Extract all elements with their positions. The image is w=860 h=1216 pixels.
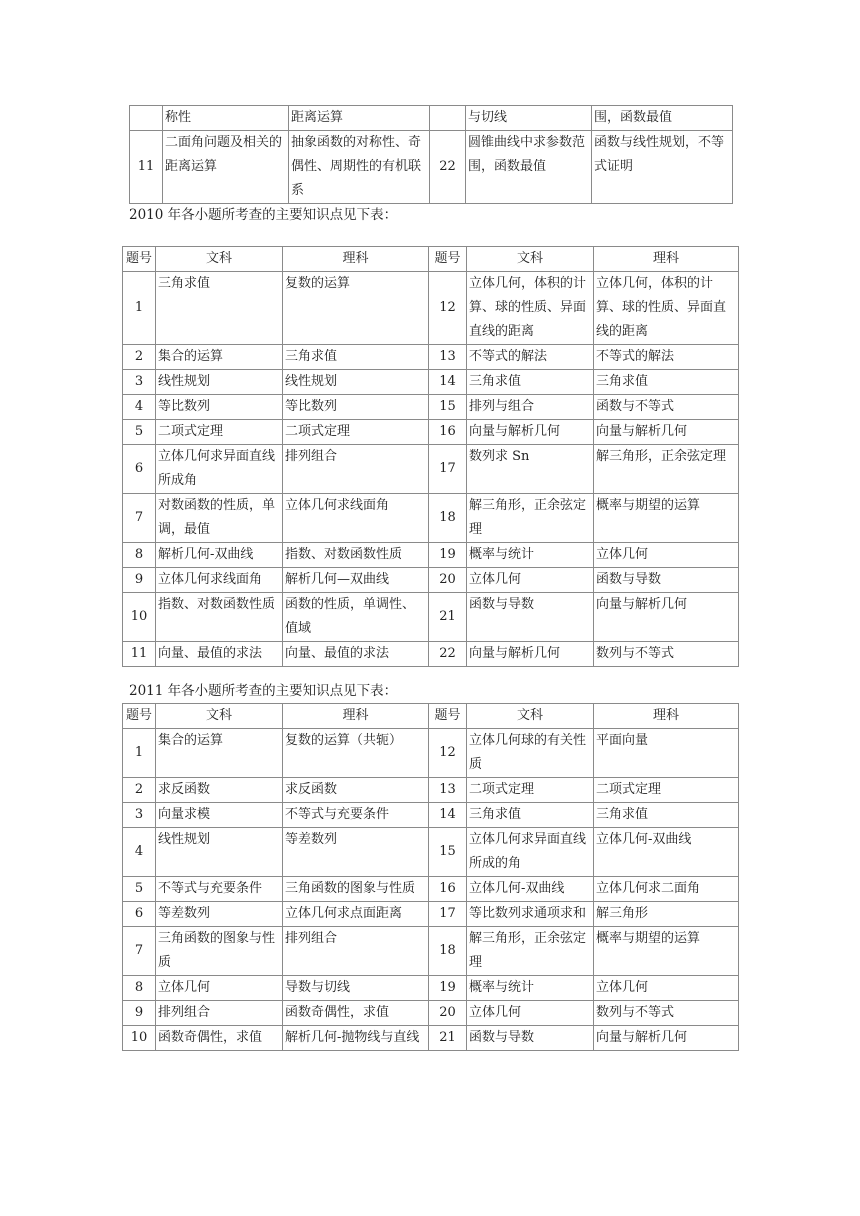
- question-number-cell: 19: [429, 976, 467, 1001]
- table-2011-body: [123, 729, 739, 1051]
- question-number-cell: 10: [123, 1026, 156, 1051]
- caption-2010: 2010 年各小题所考查的主要知识点见下表：: [129, 207, 398, 223]
- topic-cell: 函数与导数: [594, 568, 739, 593]
- topic-cell: 围，函数最值: [592, 106, 733, 131]
- question-number-cell: 13: [429, 345, 467, 370]
- topic-cell: 导数与切线: [283, 976, 429, 1001]
- header-like-2: 理科: [594, 704, 739, 729]
- topic-cell: 三角求值: [467, 370, 594, 395]
- table-2010: [122, 246, 739, 667]
- table-row: [123, 568, 739, 593]
- table-row: [123, 395, 739, 420]
- question-number-cell: 4: [123, 828, 156, 877]
- question-number-cell: 16: [429, 420, 467, 445]
- topic-cell: 立体几何: [594, 976, 739, 1001]
- topic-cell: 立体几何-双曲线: [467, 877, 594, 902]
- question-number-cell: 15: [429, 395, 467, 420]
- table-row: [123, 1001, 739, 1026]
- topic-cell: 函数与导数: [467, 1026, 594, 1051]
- topic-cell: 向量求模: [156, 803, 283, 828]
- topic-cell: 函数的性质，单调性、值域: [283, 593, 429, 642]
- question-number-cell: 6: [123, 902, 156, 927]
- question-number-cell: 14: [429, 370, 467, 395]
- topic-cell: 等比数列: [156, 395, 283, 420]
- topic-cell: 平面向量: [594, 729, 739, 778]
- topic-cell: 复数的运算（共轭）: [283, 729, 429, 778]
- header-wenke-1: 文科: [156, 247, 283, 272]
- table-row: [123, 976, 739, 1001]
- table-2011-header: [123, 704, 739, 729]
- topic-cell: 三角求值: [156, 272, 283, 345]
- topic-cell: 解析几何—双曲线: [283, 568, 429, 593]
- top-table-body: [130, 106, 733, 204]
- header-num-1: 题号: [123, 247, 156, 272]
- question-number-cell: 5: [123, 420, 156, 445]
- topic-cell: 集合的运算: [156, 345, 283, 370]
- topic-cell: 等差数列: [156, 902, 283, 927]
- topic-cell: 三角求值: [467, 803, 594, 828]
- topic-cell: 数列求 Sn: [467, 445, 594, 494]
- topic-cell: 立体几何: [467, 568, 594, 593]
- question-number-cell: 7: [123, 927, 156, 976]
- header-num-2: 题号: [429, 247, 467, 272]
- question-number-cell: 20: [429, 568, 467, 593]
- question-number-cell: [130, 106, 163, 131]
- topic-cell: 解三角形，正余弦定理: [467, 494, 594, 543]
- table-row: [123, 593, 739, 642]
- question-number-cell: [430, 106, 466, 131]
- topic-cell: 立体几何，体积的计算、球的性质、异面直线的距离: [467, 272, 594, 345]
- topic-cell: 立体几何: [156, 976, 283, 1001]
- topic-cell: 复数的运算: [283, 272, 429, 345]
- topic-cell: 等差数列: [283, 828, 429, 877]
- table-row: [123, 927, 739, 976]
- topic-cell: 圆锥曲线中求参数范围，函数最值: [466, 131, 592, 204]
- topic-cell: 等比数列求通项求和: [467, 902, 594, 927]
- question-number-cell: 12: [429, 272, 467, 345]
- topic-cell: 数列与不等式: [594, 1001, 739, 1026]
- topic-cell: 不等式的解法: [594, 345, 739, 370]
- topic-cell: 函数与导数: [467, 593, 594, 642]
- topic-cell: 不等式与充要条件: [156, 877, 283, 902]
- table-row: [123, 370, 739, 395]
- table-row: [123, 729, 739, 778]
- question-number-cell: 18: [429, 494, 467, 543]
- question-number-cell: 8: [123, 543, 156, 568]
- question-number-cell: 3: [123, 803, 156, 828]
- question-number-cell: 16: [429, 877, 467, 902]
- topic-cell: 立体几何: [467, 1001, 594, 1026]
- table-row: [123, 345, 739, 370]
- topic-cell: 集合的运算: [156, 729, 283, 778]
- topic-cell: 解析几何-双曲线: [156, 543, 283, 568]
- question-number-cell: 6: [123, 445, 156, 494]
- topic-cell: 函数奇偶性，求值: [283, 1001, 429, 1026]
- topic-cell: 立体几何，体积的计算、球的性质、异面直线的距离: [594, 272, 739, 345]
- header-wenke-2: 文科: [467, 704, 594, 729]
- topic-cell: 函数奇偶性，求值: [156, 1026, 283, 1051]
- topic-cell: 指数、对数函数性质: [283, 543, 429, 568]
- topic-cell: 与切线: [466, 106, 592, 131]
- table-row: [123, 420, 739, 445]
- topic-cell: 概率与期望的运算: [594, 494, 739, 543]
- table-row: [130, 131, 733, 204]
- topic-cell: 三角求值: [283, 345, 429, 370]
- question-number-cell: 3: [123, 370, 156, 395]
- topic-cell: 立体几何求线面角: [156, 568, 283, 593]
- question-number-cell: 9: [123, 568, 156, 593]
- topic-cell: 函数与不等式: [594, 395, 739, 420]
- question-number-cell: 13: [429, 778, 467, 803]
- question-number-cell: 20: [429, 1001, 467, 1026]
- question-number-cell: 21: [429, 593, 467, 642]
- table-row: [123, 1026, 739, 1051]
- header-like-2: 理科: [594, 247, 739, 272]
- topic-cell: 二项式定理: [283, 420, 429, 445]
- table-row: [123, 803, 739, 828]
- topic-cell: 向量与解析几何: [467, 642, 594, 667]
- topic-cell: 排列组合: [283, 927, 429, 976]
- topic-cell: 立体几何求点面距离: [283, 902, 429, 927]
- topic-cell: 向量与解析几何: [594, 420, 739, 445]
- topic-cell: 概率与统计: [467, 976, 594, 1001]
- topic-cell: 排列组合: [156, 1001, 283, 1026]
- topic-cell: 等比数列: [283, 395, 429, 420]
- topic-cell: 立体几何球的有关性质: [467, 729, 594, 778]
- topic-cell: 距离运算: [289, 106, 430, 131]
- question-number-cell: 22: [430, 131, 466, 204]
- question-number-cell: 11: [130, 131, 163, 204]
- table-row: [123, 543, 739, 568]
- topic-cell: 立体几何求二面角: [594, 877, 739, 902]
- table-row: [123, 494, 739, 543]
- topic-cell: 概率与统计: [467, 543, 594, 568]
- topic-cell: 三角函数的图象与性质: [156, 927, 283, 976]
- question-number-cell: 11: [123, 642, 156, 667]
- topic-cell: 称性: [163, 106, 289, 131]
- topic-cell: 立体几何-双曲线: [594, 828, 739, 877]
- topic-cell: 立体几何求线面角: [283, 494, 429, 543]
- table-2010-body: [123, 272, 739, 667]
- topic-cell: 线性规划: [156, 828, 283, 877]
- question-number-cell: 1: [123, 272, 156, 345]
- header-num-1: 题号: [123, 704, 156, 729]
- question-number-cell: 5: [123, 877, 156, 902]
- question-number-cell: 9: [123, 1001, 156, 1026]
- table-row: [123, 642, 739, 667]
- question-number-cell: 10: [123, 593, 156, 642]
- question-number-cell: 4: [123, 395, 156, 420]
- topic-cell: 抽象函数的对称性、奇偶性、周期性的有机联系: [289, 131, 430, 204]
- topic-cell: 二项式定理: [156, 420, 283, 445]
- topic-cell: 对数函数的性质，单调，最值: [156, 494, 283, 543]
- topic-cell: 向量、最值的求法: [156, 642, 283, 667]
- topic-cell: 线性规划: [156, 370, 283, 395]
- header-wenke-1: 文科: [156, 704, 283, 729]
- table-2011: [122, 703, 739, 1051]
- question-number-cell: 7: [123, 494, 156, 543]
- question-number-cell: 21: [429, 1026, 467, 1051]
- caption-2011: 2011 年各小题所考查的主要知识点见下表：: [129, 683, 398, 699]
- question-number-cell: 19: [429, 543, 467, 568]
- top-table: [129, 105, 733, 204]
- topic-cell: 排列与组合: [467, 395, 594, 420]
- topic-cell: 求反函数: [156, 778, 283, 803]
- topic-cell: 不等式的解法: [467, 345, 594, 370]
- question-number-cell: 17: [429, 445, 467, 494]
- topic-cell: 向量与解析几何: [594, 593, 739, 642]
- table-row: [123, 902, 739, 927]
- header-like-1: 理科: [283, 247, 429, 272]
- topic-cell: 三角函数的图象与性质: [283, 877, 429, 902]
- question-number-cell: 17: [429, 902, 467, 927]
- topic-cell: 三角求值: [594, 370, 739, 395]
- table-row: [123, 778, 739, 803]
- question-number-cell: 1: [123, 729, 156, 778]
- topic-cell: 概率与期望的运算: [594, 927, 739, 976]
- topic-cell: 解三角形，正余弦定理: [467, 927, 594, 976]
- topic-cell: 立体几何: [594, 543, 739, 568]
- header-like-1: 理科: [283, 704, 429, 729]
- question-number-cell: 15: [429, 828, 467, 877]
- topic-cell: 不等式与充要条件: [283, 803, 429, 828]
- question-number-cell: 2: [123, 345, 156, 370]
- topic-cell: 二项式定理: [594, 778, 739, 803]
- table-row: [123, 272, 739, 345]
- question-number-cell: 18: [429, 927, 467, 976]
- topic-cell: 立体几何求异面直线所成角: [156, 445, 283, 494]
- topic-cell: 数列与不等式: [594, 642, 739, 667]
- question-number-cell: 2: [123, 778, 156, 803]
- topic-cell: 二项式定理: [467, 778, 594, 803]
- question-number-cell: 14: [429, 803, 467, 828]
- topic-cell: 解三角形: [594, 902, 739, 927]
- header-wenke-2: 文科: [467, 247, 594, 272]
- topic-cell: 向量与解析几何: [594, 1026, 739, 1051]
- topic-cell: 二面角问题及相关的距离运算: [163, 131, 289, 204]
- topic-cell: 求反函数: [283, 778, 429, 803]
- topic-cell: 向量、最值的求法: [283, 642, 429, 667]
- header-num-2: 题号: [429, 704, 467, 729]
- question-number-cell: 12: [429, 729, 467, 778]
- topic-cell: 向量与解析几何: [467, 420, 594, 445]
- table-row: [130, 106, 733, 131]
- topic-cell: 排列组合: [283, 445, 429, 494]
- topic-cell: 线性规划: [283, 370, 429, 395]
- topic-cell: 三角求值: [594, 803, 739, 828]
- table-2010-header: [123, 247, 739, 272]
- question-number-cell: 8: [123, 976, 156, 1001]
- topic-cell: 函数与线性规划，不等式证明: [592, 131, 733, 204]
- table-row: [123, 877, 739, 902]
- topic-cell: 立体几何求异面直线所成的角: [467, 828, 594, 877]
- topic-cell: 解三角形，正余弦定理: [594, 445, 739, 494]
- table-row: [123, 445, 739, 494]
- topic-cell: 解析几何-抛物线与直线: [283, 1026, 429, 1051]
- topic-cell: 指数、对数函数性质: [156, 593, 283, 642]
- table-row: [123, 828, 739, 877]
- question-number-cell: 22: [429, 642, 467, 667]
